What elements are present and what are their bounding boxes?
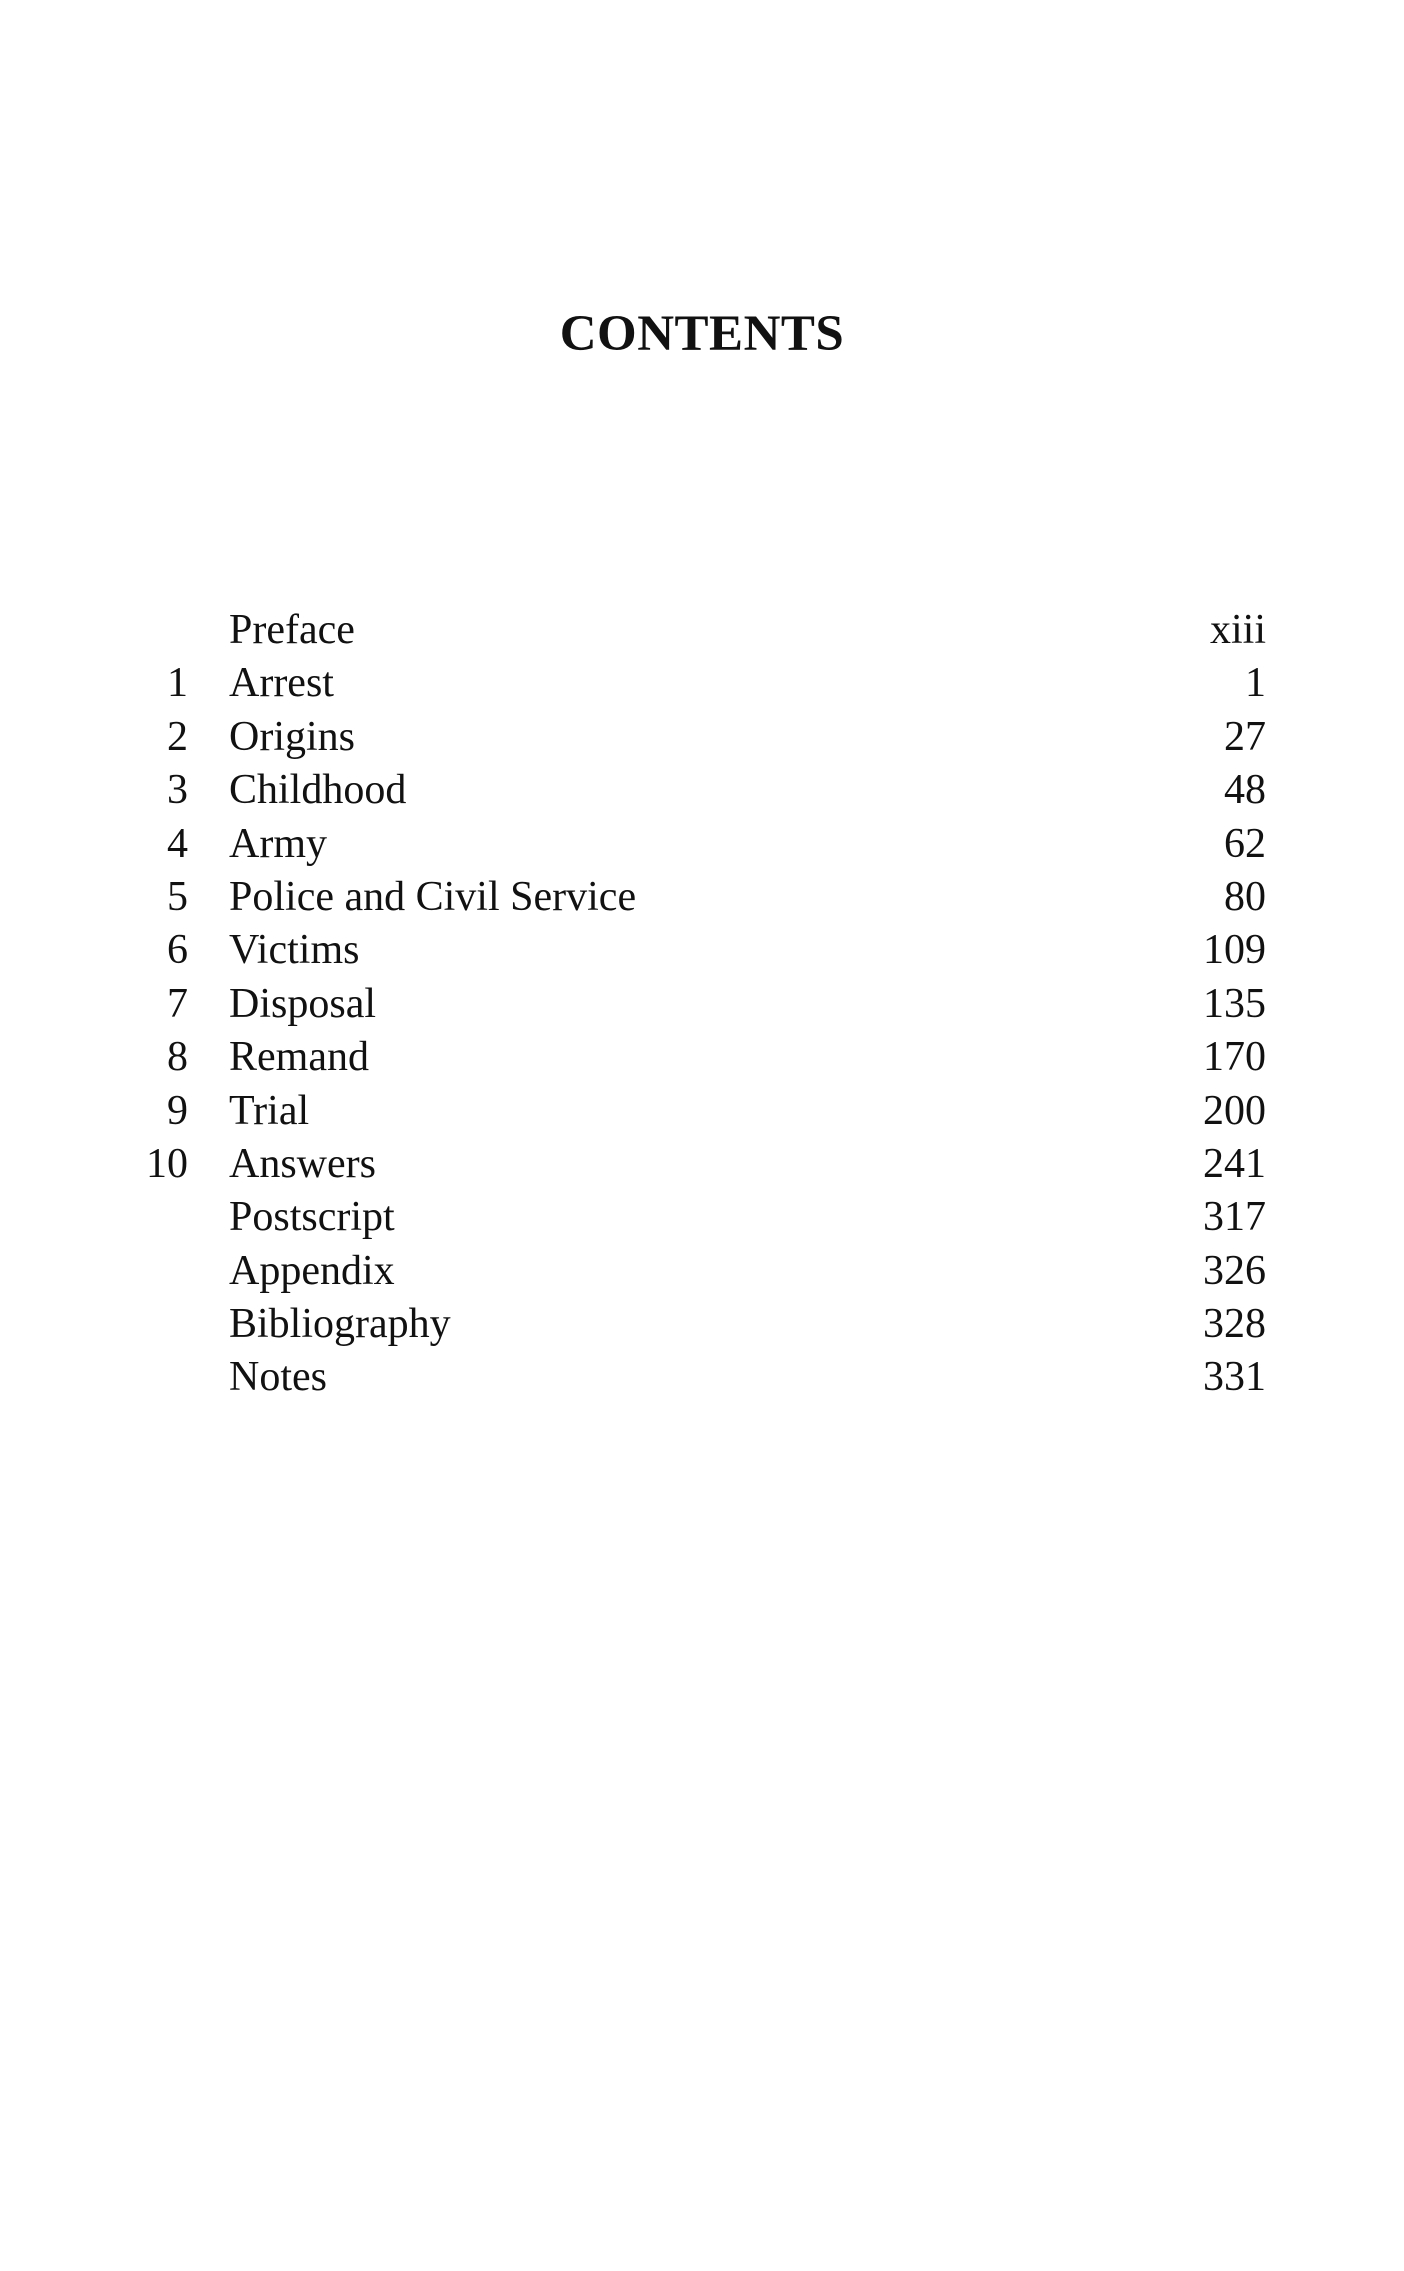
toc-entry-police-and-civil-service (0, 871, 1404, 924)
toc-entry-arrest (0, 657, 1404, 710)
chapter-title: Childhood (229, 767, 407, 814)
chapter-number: 5 (167, 873, 188, 920)
chapter-title: Trial (229, 1087, 310, 1134)
toc-entry-disposal (0, 978, 1404, 1031)
toc-entry-answers (0, 1138, 1404, 1191)
chapter-title: Arrest (229, 660, 334, 707)
chapter-title: Army (229, 820, 327, 867)
page-number: 109 (1203, 927, 1266, 974)
chapter-number: 6 (167, 927, 188, 974)
page-number: 80 (1224, 873, 1266, 920)
chapter-title: Disposal (229, 980, 376, 1027)
chapter-title: Answers (229, 1140, 376, 1187)
page-number: 135 (1203, 980, 1266, 1027)
page-number: 27 (1224, 713, 1266, 760)
chapter-number: 3 (167, 767, 188, 814)
toc-entry-trial (0, 1085, 1404, 1138)
toc-entry-victims (0, 924, 1404, 977)
chapter-title: Origins (229, 713, 355, 760)
page-number: 328 (1203, 1301, 1266, 1348)
page-number: 48 (1224, 767, 1266, 814)
page-number: 170 (1203, 1034, 1266, 1081)
chapter-title: Appendix (229, 1247, 395, 1294)
page-number: xiii (1209, 607, 1266, 653)
chapter-title: Bibliography (229, 1301, 451, 1348)
chapter-title: Victims (229, 927, 360, 974)
chapter-title: Police and Civil Service (229, 873, 637, 920)
chapter-number: 10 (146, 1140, 188, 1187)
chapter-number: 1 (167, 660, 188, 707)
chapter-title: Postscript (229, 1194, 395, 1241)
page-number: 62 (1224, 820, 1266, 867)
page-number: 1 (1245, 660, 1266, 707)
chapter-number: 9 (167, 1087, 188, 1134)
chapter-number: 4 (167, 820, 188, 867)
chapter-number: 7 (167, 980, 188, 1027)
toc-entry-notes (0, 1351, 1404, 1404)
table-of-contents (0, 604, 1404, 1405)
toc-entry-childhood (0, 764, 1404, 817)
toc-entry-preface (0, 604, 1404, 657)
toc-entry-army (0, 818, 1404, 871)
page-number: 331 (1203, 1354, 1266, 1401)
toc-entry-bibliography (0, 1298, 1404, 1351)
toc-entry-appendix (0, 1245, 1404, 1298)
chapter-title: Preface (229, 607, 355, 653)
page-number: 200 (1203, 1087, 1266, 1134)
page-title: CONTENTS (559, 306, 845, 362)
chapter-title: Remand (229, 1034, 369, 1081)
chapter-title: Notes (229, 1354, 327, 1401)
page-number: 317 (1203, 1194, 1266, 1241)
toc-entry-postscript (0, 1191, 1404, 1244)
page-number: 241 (1203, 1140, 1266, 1187)
chapter-number: 8 (167, 1034, 188, 1081)
chapter-number: 2 (167, 713, 188, 760)
toc-entry-origins (0, 711, 1404, 764)
page-number: 326 (1203, 1247, 1266, 1294)
toc-entry-remand (0, 1031, 1404, 1084)
